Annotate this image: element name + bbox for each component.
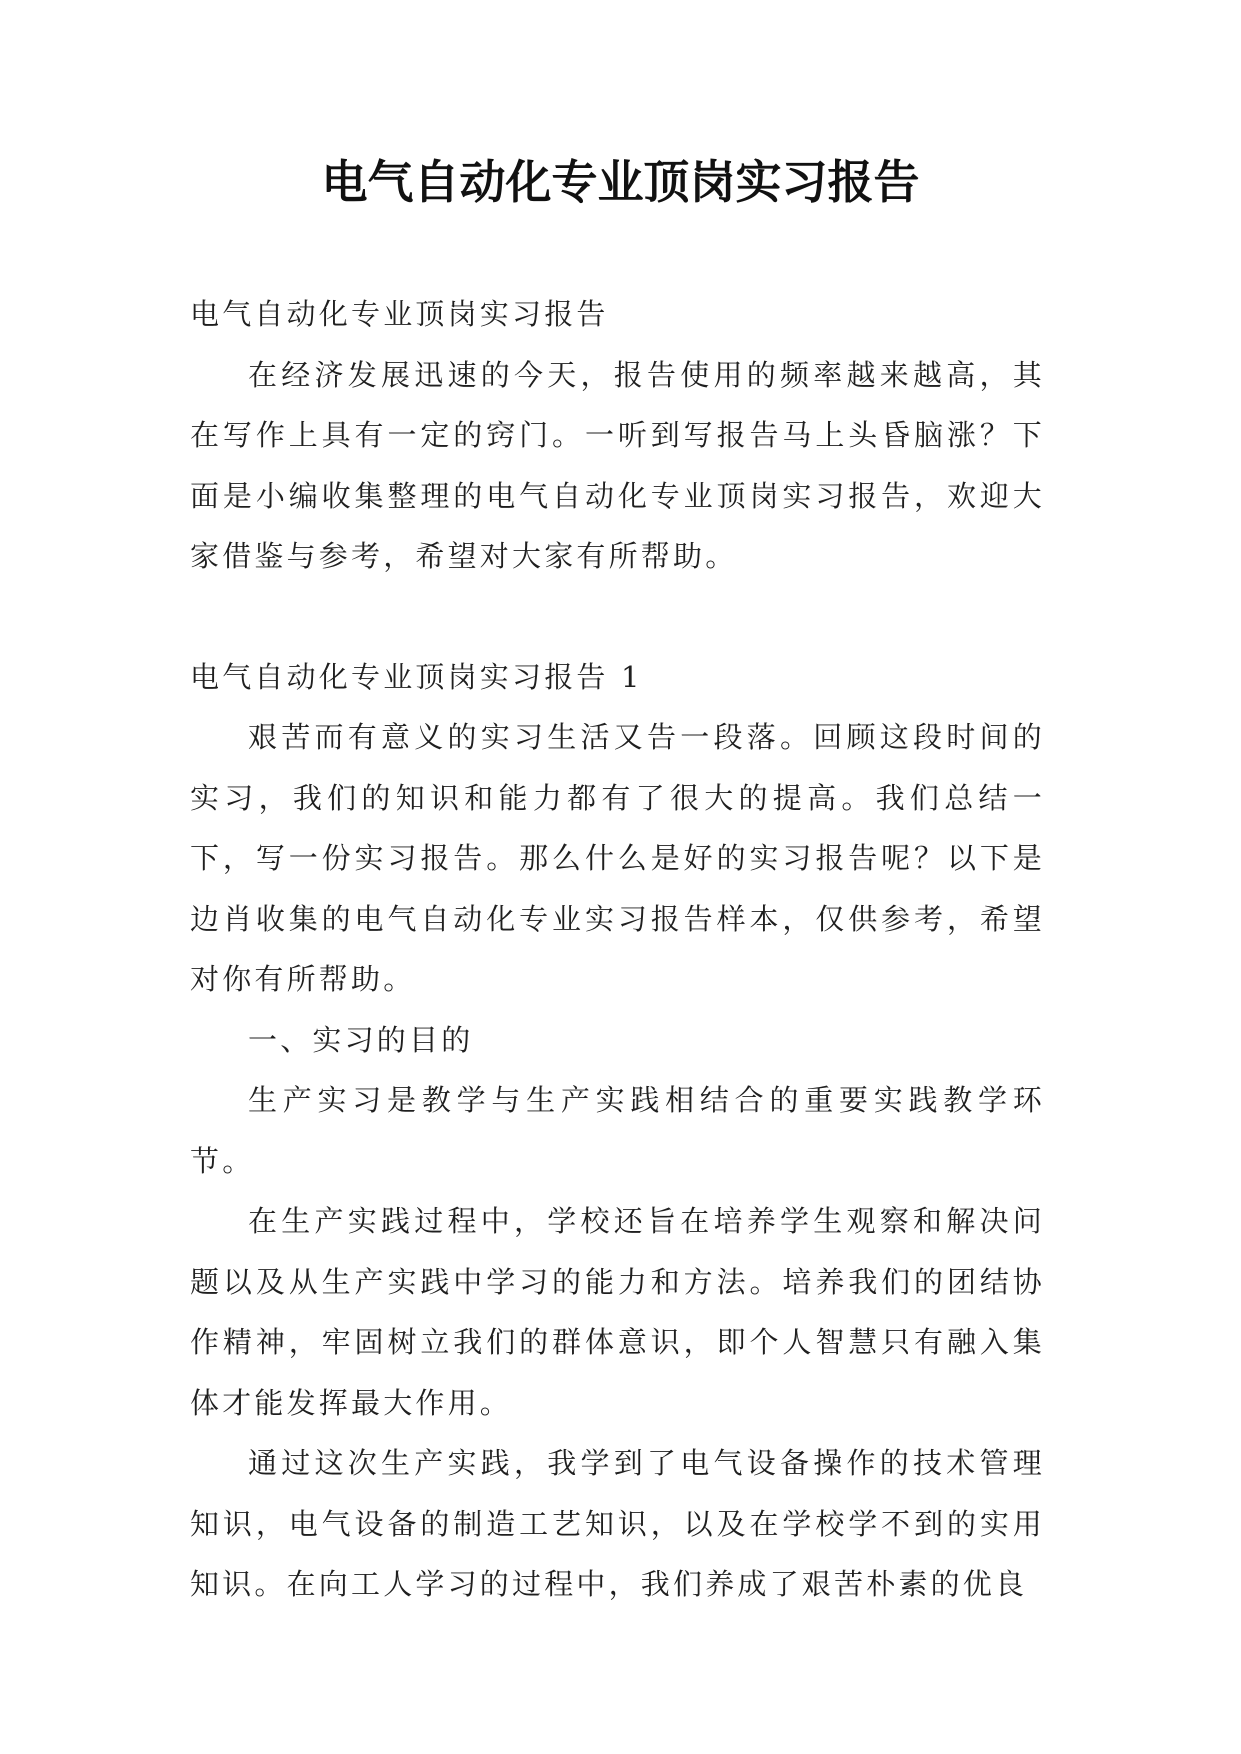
document-body <box>190 284 1045 1615</box>
document-title: 电气自动化专业顶岗实习报告 <box>321 155 920 209</box>
section-spacer <box>190 587 1045 647</box>
document-subtitle: 电气自动化专业顶岗实习报告 <box>190 297 609 331</box>
sub-heading: 一、实习的目的 <box>248 1022 474 1057</box>
body-paragraph-4: 通过这次生产实践，我学到了电气设备操作的技术管理知识，电气设备的制造工艺知识，以及在学校学不到的实用知识。在向工人学习的过程中，我们养成了艰苦朴素的优良 <box>190 1446 1045 1601</box>
intro-paragraph: 在经济发展迅速的今天，报告使用的频率越来越高，其在写作上具有一定的窍门。一听到写报告马上头昏脑涨？下面是小编收集整理的电气自动化专业顶岗实习报告，欢迎大家借鉴与参考，希望对大家有所帮助。 <box>190 357 1045 573</box>
body-paragraph-3: 在生产实践过程中，学校还旨在培养学生观察和解决问题以及从生产实践中学习的能力和方法。培养我们的团结协作精神，牢固树立我们的群体意识，即个人智慧只有融入集体才能发挥最大作用。 <box>190 1204 1045 1420</box>
section-heading: 电气自动化专业顶岗实习报告 1 <box>190 659 643 694</box>
body-paragraph-2: 生产实习是教学与生产实践相结合的重要实践教学环节。 <box>190 1083 1045 1178</box>
body-paragraph-1: 艰苦而有意义的实习生活又告一段落。回顾这段时间的实习，我们的知识和能力都有了很大的提高。我们总结一下，写一份实习报告。那么什么是好的实习报告呢？以下是边肖收集的电气自动化专业实习报告样本，仅供参考，希望对你有所帮助。 <box>190 720 1045 996</box>
